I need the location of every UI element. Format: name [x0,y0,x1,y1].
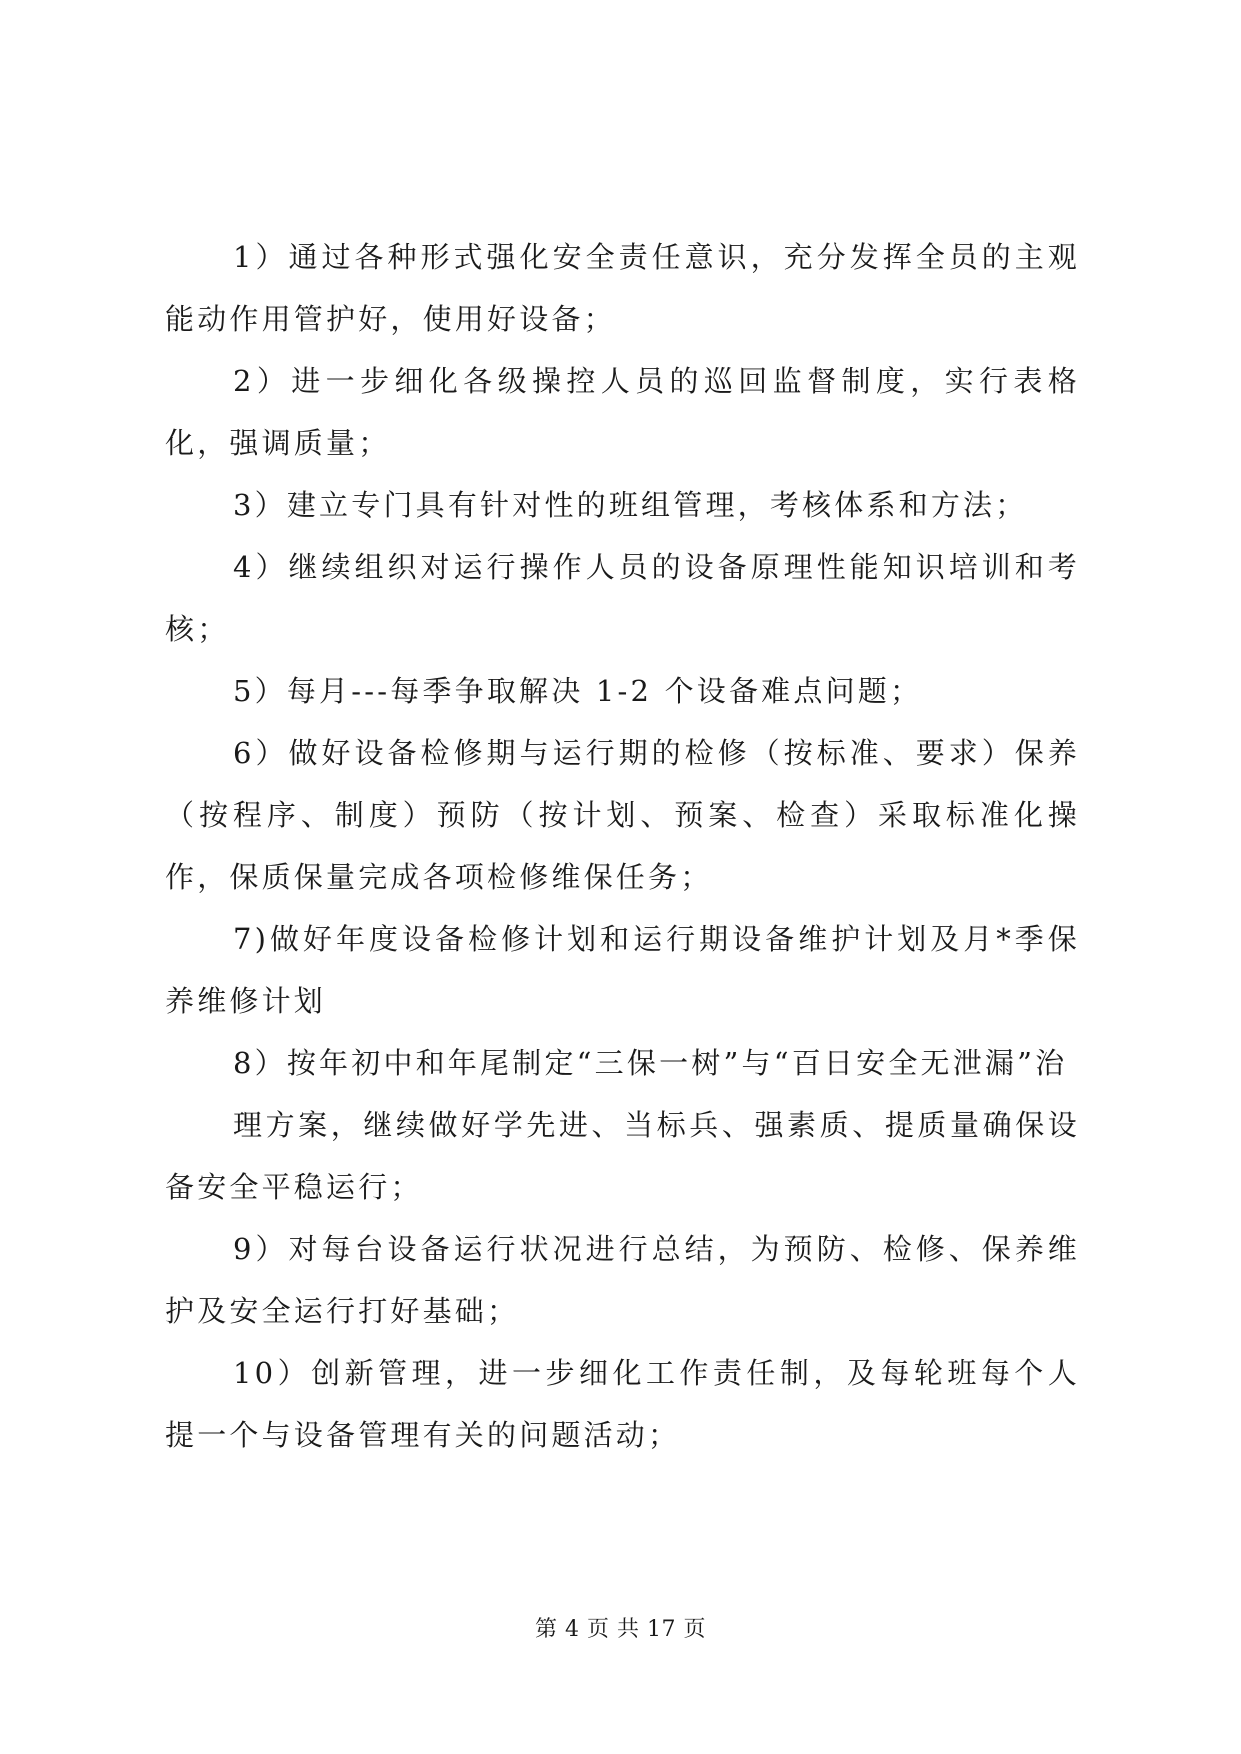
paragraph-10: 10）创新管理，进一步细化工作责任制，及每轮班每个人提一个与设备管理有关的问题活动； [165,1356,1080,1452]
paragraph-9: 9）对每台设备运行状况进行总结，为预防、检修、保养维护及安全运行打好基础； [165,1232,1080,1328]
paragraph-4: 4）继续组织对运行操作人员的设备原理性能知识培训和考核； [165,550,1080,646]
document-body [165,226,1080,1466]
paragraph-1: 1）通过各种形式强化安全责任意识，充分发挥全员的主观能动作用管护好，使用好设备； [165,240,1080,336]
page-footer: 第 4 页 共 17 页 [535,1617,706,1642]
paragraph-5: 5）每月---每季争取解决 1-2 个设备难点问题； [233,674,923,708]
paragraph-2: 2）进一步细化各级操控人员的巡回监督制度，实行表格化，强调质量； [165,364,1080,460]
paragraph-8: 8）按年初中和年尾制定“三保一树”与“百日安全无泄漏”治 [233,1046,1068,1080]
paragraph-7: 7)做好年度设备检修计划和运行期设备维护计划及月*季保养维修计划 [165,922,1080,1018]
paragraph-3: 3）建立专门具有针对性的班组管理，考核体系和方法； [233,488,1028,522]
paragraph-6: 6）做好设备检修期与运行期的检修（按标准、要求）保养（按程序、制度）预防（按计划、预案、检查）采取标准化操作，保质保量完成各项检修维保任务； [165,736,1080,894]
paragraph-8-continued: 理方案，继续做好学先进、当标兵、强素质、提质量确保设备安全平稳运行； [165,1108,1080,1204]
